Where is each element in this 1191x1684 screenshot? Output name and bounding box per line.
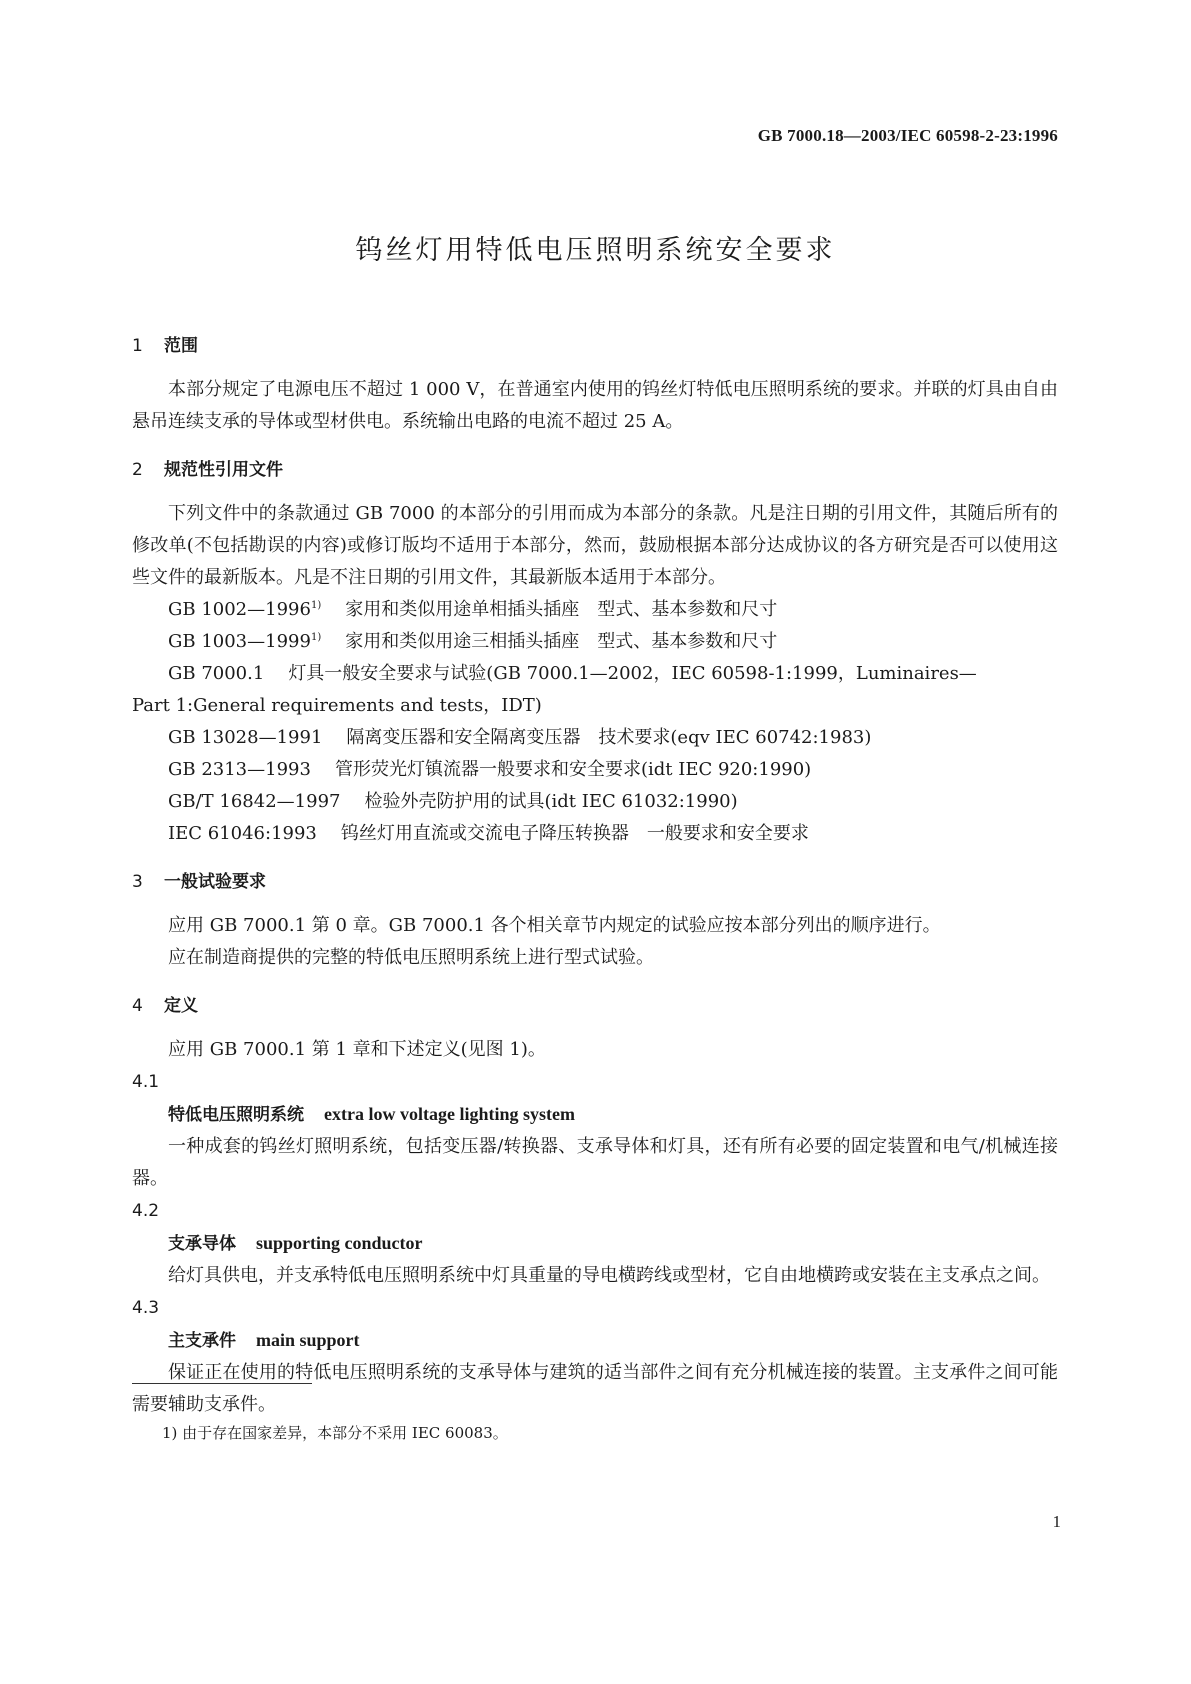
term-heading	[132, 1324, 1058, 1357]
reference-item	[132, 594, 1058, 626]
reference-title: 管形荧光灯镇流器一般要求和安全要求(idt IEC 920:1990)	[334, 759, 812, 780]
term-definition: 给灯具供电，并支承特低电压照明系统中灯具重量的导电横跨线或型材，它自由地横跨或安装在主支承点之间。	[168, 1265, 1050, 1286]
term-chinese: 主支承件	[168, 1331, 236, 1351]
document-title: 钨丝灯用特低电压照明系统安全要求	[355, 235, 836, 266]
standard-number: GB 7000.18—2003/IEC 60598-2-23:1996	[757, 126, 1058, 145]
normative-references-paragraph: 下列文件中的条款通过 GB 7000 的本部分的引用而成为本部分的条款。凡是注日期的引用文件，其随后所有的修改单(不包括勘误的内容)或修订版均不适用于本部分，然而，鼓励根据本部分达成协议的各方研究是否可以使用这些文件的最新版本。凡是不注日期的引用文件，其最新版本适用于本部分。	[132, 503, 1058, 588]
footnote: 1) 由于存在国家差异，本部分不采用 IEC 60083。	[162, 1424, 508, 1442]
section-title: 范围	[164, 336, 198, 356]
section-number: 3	[132, 872, 143, 892]
section-title: 一般试验要求	[164, 872, 266, 892]
section-number: 2	[132, 460, 143, 480]
footnote-marker: 1)	[310, 600, 322, 611]
definitions-paragraph: 应用 GB 7000.1 第 1 章和下述定义(见图 1)。	[168, 1039, 546, 1060]
reference-code: GB 2313—1993	[168, 759, 311, 780]
reference-item	[132, 722, 1058, 754]
reference-title: 钨丝灯用直流或交流电子降压转换器 一般要求和安全要求	[340, 823, 809, 844]
term-heading	[132, 1227, 1058, 1260]
section-heading-definitions	[132, 990, 1058, 1022]
reference-title-continuation: Part 1:General requirements and tests，IDT)	[132, 695, 542, 716]
section-number: 4	[132, 996, 143, 1016]
reference-item	[132, 626, 1058, 658]
term-english: supporting conductor	[256, 1233, 423, 1253]
reference-title: 灯具一般安全要求与试验(GB 7000.1—2002，IEC 60598-1:1999，Luminaires—	[288, 663, 977, 684]
clause-number: 4.2	[132, 1201, 160, 1221]
reference-item	[132, 754, 1058, 786]
reference-code: GB 1003—1999	[168, 631, 311, 652]
page-number: 1	[1052, 1512, 1061, 1531]
reference-title: 家用和类似用途三相插头插座 型式、基本参数和尺寸	[345, 631, 778, 652]
reference-code: GB 1002—1996	[168, 599, 311, 620]
reference-item	[132, 818, 1058, 850]
reference-title: 家用和类似用途单相插头插座 型式、基本参数和尺寸	[345, 599, 778, 620]
footnote-divider	[132, 1383, 312, 1384]
reference-item	[132, 786, 1058, 818]
section-heading-normative-references	[132, 454, 1058, 486]
footnote-marker: 1)	[310, 632, 322, 643]
term-chinese: 特低电压照明系统	[168, 1105, 304, 1125]
section-heading-scope	[132, 330, 1058, 362]
scope-paragraph: 本部分规定了电源电压不超过 1 000 V，在普通室内使用的钨丝灯特低电压照明系统的要求。并联的灯具由自由悬吊连续支承的导体或型材供电。系统输出电路的电流不超过 25 A。	[132, 379, 1058, 432]
section-title: 定义	[164, 996, 198, 1016]
reference-code: GB/T 16842—1997	[168, 791, 341, 812]
term-english: main support	[256, 1330, 360, 1350]
general-test-paragraph: 应用 GB 7000.1 第 0 章。GB 7000.1 各个相关章节内规定的试验应按本部分列出的顺序进行。	[168, 915, 941, 936]
general-test-paragraph: 应在制造商提供的完整的特低电压照明系统上进行型式试验。	[168, 947, 654, 968]
term-definition: 一种成套的钨丝灯照明系统，包括变压器/转换器、支承导体和灯具，还有所有必要的固定装置和电气/机械连接器。	[132, 1136, 1058, 1189]
reference-code: IEC 61046:1993	[168, 823, 317, 844]
reference-code: GB 13028—1991	[168, 727, 323, 748]
section-title: 规范性引用文件	[164, 460, 283, 480]
term-english: extra low voltage lighting system	[324, 1104, 575, 1124]
reference-code: GB 7000.1	[168, 663, 265, 684]
document-body	[132, 330, 1058, 1421]
term-definition: 保证正在使用的特低电压照明系统的支承导体与建筑的适当部件之间有充分机械连接的装置。主支承件之间可能需要辅助支承件。	[132, 1362, 1058, 1415]
section-number: 1	[132, 336, 143, 356]
term-heading	[132, 1098, 1058, 1131]
reference-title: 检验外壳防护用的试具(idt IEC 61032:1990)	[364, 791, 738, 812]
clause-number: 4.1	[132, 1072, 160, 1092]
reference-title: 隔离变压器和安全隔离变压器 技术要求(eqv IEC 60742:1983)	[346, 727, 872, 748]
reference-item	[132, 658, 1058, 722]
section-heading-general-test-requirements	[132, 866, 1058, 898]
clause-number: 4.3	[132, 1298, 160, 1318]
term-chinese: 支承导体	[168, 1234, 236, 1254]
